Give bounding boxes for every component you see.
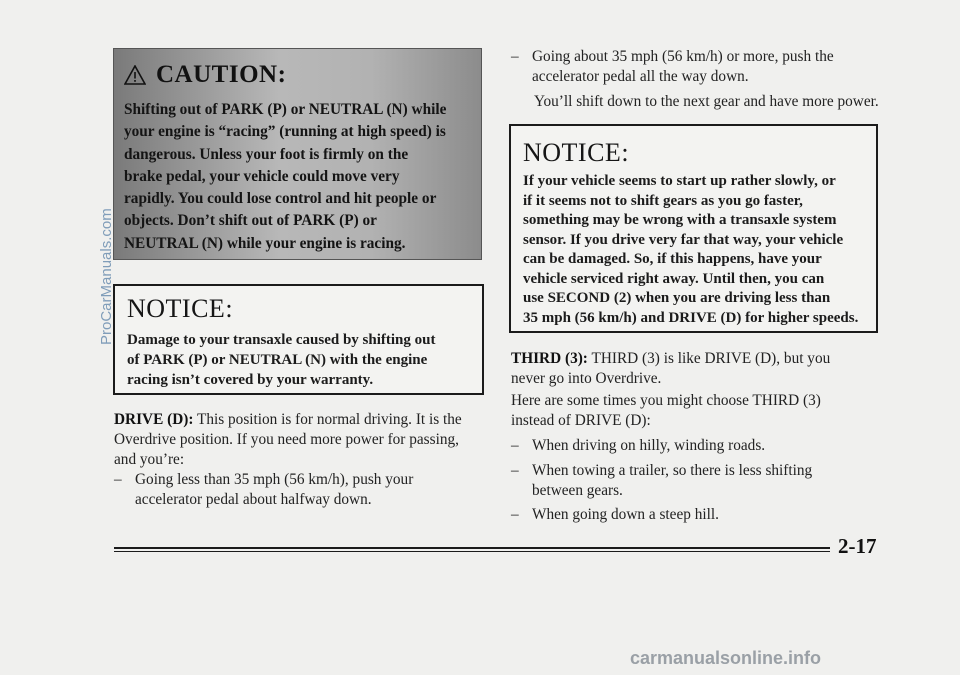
caution-line: your engine is “racing” (running at high speed) is (124, 123, 446, 141)
dash-bullet: – (511, 437, 519, 454)
drive-label: DRIVE (D): (114, 411, 194, 428)
list-item (511, 505, 891, 525)
dash-bullet: – (511, 506, 519, 523)
watermark-side: ProCarManuals.com (98, 208, 115, 345)
footer-rule (114, 547, 830, 549)
notice-line: of PARK (P) or NEUTRAL (N) with the engine (127, 352, 428, 368)
caution-text (124, 99, 476, 255)
list-item-text (532, 436, 765, 456)
list-item-text (532, 461, 812, 501)
warning-triangle-icon (124, 65, 146, 85)
list-item-text (532, 47, 834, 87)
list-item-line: When going down a steep hill. (532, 506, 719, 523)
footer-rule (114, 551, 830, 552)
drive-text: Overdrive position. If you need more power for passing, (114, 431, 459, 448)
notice-line: if it seems not to shift gears as you go faster, (523, 192, 803, 209)
notice-line: can be damaged. So, if this happens, have your (523, 251, 822, 267)
notice-line: sensor. If you drive very far that way, your vehicle (523, 231, 844, 248)
notice-line: racing isn’t covered by your warranty. (127, 372, 374, 388)
caution-header (124, 61, 286, 89)
caution-line: Shifting out of PARK (P) or NEUTRAL (N) while (124, 101, 447, 118)
caution-line: brake pedal, your vehicle could move very (124, 167, 400, 185)
list-item-line: accelerator pedal about halfway down. (135, 491, 372, 508)
caution-line: objects. Don’t shift out of PARK (P) or (124, 212, 377, 230)
notice-text (127, 330, 477, 390)
notice-title: NOTICE: (523, 138, 630, 167)
list-item-line: between gears. (532, 482, 623, 499)
third-paragraph (511, 349, 891, 389)
notice-line: vehicle serviced right away. Until then, you can (523, 270, 825, 287)
dash-bullet: – (511, 48, 519, 65)
list-item-line: Going less than 35 mph (56 km/h), push your (135, 471, 414, 488)
notice-line: use SECOND (2) when you are driving less than (523, 290, 831, 306)
times-text: Here are some times you might choose THIRD (3) (511, 392, 821, 409)
notice-text (523, 172, 875, 328)
list-item-line: Going about 35 mph (56 km/h) or more, push the (532, 48, 834, 65)
list-item-line: accelerator pedal all the way down. (532, 68, 749, 85)
page-number: 2-17 (838, 534, 877, 558)
notice-line: something may be wrong with a transaxle system (523, 212, 837, 228)
notice-line: If your vehicle seems to start up rather slowly, or (523, 173, 836, 189)
watermark-bottom: carmanualsonline.info (630, 648, 822, 668)
drive-text: This position is for normal driving. It is the (197, 411, 462, 428)
list-item-text (135, 470, 413, 510)
notice-line: 35 mph (56 km/h) and DRIVE (D) for higher speeds. (523, 309, 859, 326)
dash-bullet: – (114, 471, 122, 488)
list-item (511, 461, 891, 503)
list-item (511, 436, 891, 456)
dash-bullet: – (511, 462, 519, 479)
caution-title: CAUTION: (156, 61, 287, 88)
third-label: THIRD (3): (511, 350, 588, 367)
list-item-line: When driving on hilly, winding roads. (532, 437, 766, 454)
list-item-line: When towing a trailer, so there is less shifting (532, 462, 813, 479)
list-item-text (532, 505, 719, 525)
caution-line: dangerous. Unless your foot is firmly on the (124, 145, 409, 163)
third-text: never go into Overdrive. (511, 370, 662, 387)
notice-box-sensor (509, 124, 878, 333)
caution-line: NEUTRAL (N) while your engine is racing. (124, 234, 406, 252)
notice-box-transaxle (113, 284, 484, 395)
caution-box (113, 48, 482, 260)
shift-note: You’ll shift down to the next gear and have more power. (534, 93, 879, 110)
caution-line: rapidly. You could lose control and hit people or (124, 190, 437, 208)
list-item (511, 47, 891, 89)
drive-text: and you’re: (114, 451, 185, 468)
list-item (114, 470, 486, 512)
notice-line: Damage to your transaxle caused by shifting out (127, 332, 436, 348)
notice-title: NOTICE: (127, 294, 234, 323)
times-text: instead of DRIVE (D): (511, 412, 651, 429)
drive-paragraph (114, 410, 486, 470)
third-text: THIRD (3) is like DRIVE (D), but you (591, 350, 831, 367)
times-paragraph (511, 391, 891, 431)
